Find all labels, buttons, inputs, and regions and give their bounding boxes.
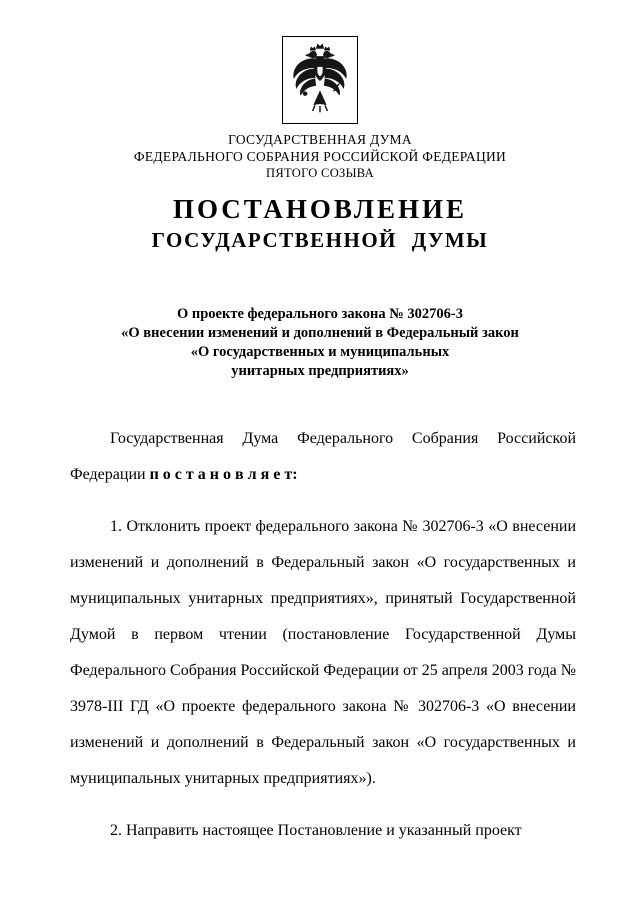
organization-header <box>0 131 640 182</box>
document-type-heading <box>0 194 640 253</box>
coat-of-arms-frame <box>282 36 358 124</box>
org-name-line-3: ПЯТОГО СОЗЫВА <box>266 166 374 180</box>
resolution-body <box>70 421 576 849</box>
resolution-title-line-1: О проекте федерального закона № 302706-3 <box>176 306 464 322</box>
coat-of-arms <box>0 0 640 124</box>
resolution-title-line-2: «О внесении изменений и дополнений в Федеральный закон <box>121 325 519 341</box>
intro-paragraph <box>70 421 576 493</box>
double-headed-eagle-icon <box>289 41 351 119</box>
paragraph-2: 2. Направить настоящее Постановление и указанный проект <box>110 822 522 839</box>
document-type-line-2: ГОСУДАРСТВЕННОЙ ДУМЫ <box>151 228 489 252</box>
document-type-line-1: ПОСТАНОВЛЕНИЕ <box>172 194 468 224</box>
resolves-emphasis: п о с т а н о в л я е т: <box>149 466 298 483</box>
org-name-line-2: ФЕДЕРАЛЬНОГО СОБРАНИЯ РОССИЙСКОЙ ФЕДЕРАЦИИ <box>133 149 507 164</box>
org-name-line-1: ГОСУДАРСТВЕННАЯ ДУМА <box>228 132 412 147</box>
paragraph-1: 1. Отклонить проект федерального закона № 302706-3 «О внесении изменений и дополнений в Федеральный закон «О государственных и муниципальных унитарных предприятиях», принятый Государственной Думой в первом чтении (постановление Государственной Думы Федерального Собрания Российской Федерации от 25 апреля 2003 года № 3978-III ГД «О проекте федерального закона № 302706-3 «О внесении изменений и дополнений в Федеральный закон «О государственных и муниципальных унитарных предприятиях»). <box>70 518 576 787</box>
resolution-title <box>0 305 640 381</box>
intro-text: Государственная Дума Федерального Собрания Российской Федерации <box>70 430 576 483</box>
resolution-title-line-3: «О государственных и муниципальных <box>190 344 450 360</box>
resolution-title-line-4: унитарных предприятиях» <box>231 363 409 379</box>
